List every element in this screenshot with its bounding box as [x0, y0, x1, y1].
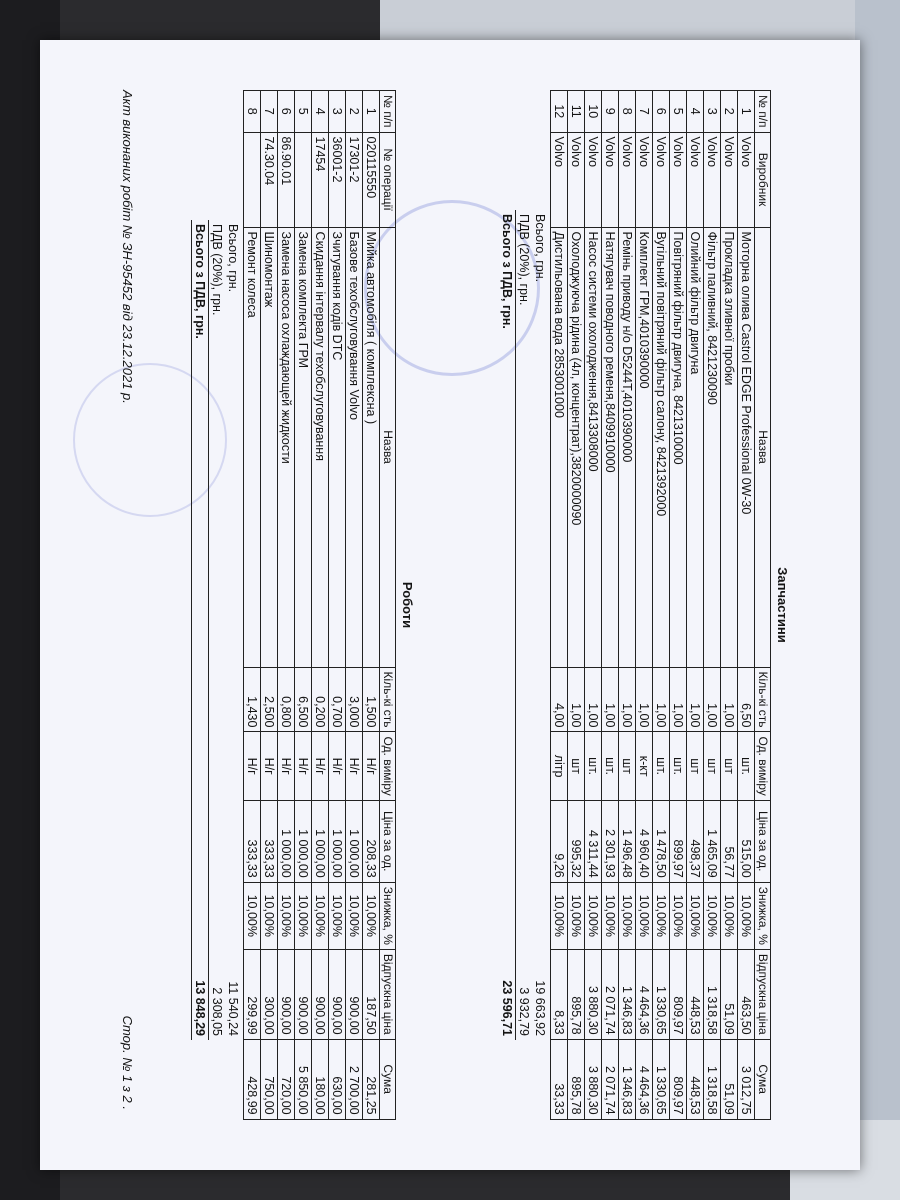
- works-table: [243, 90, 396, 1120]
- parts-cell: Volvo: [585, 132, 602, 227]
- works-cell: 720,00: [278, 1039, 295, 1119]
- parts-cell: Вугільний повітряний фільтр салону, 8421392000: [653, 227, 670, 667]
- parts-cell: шт.: [738, 732, 755, 800]
- works-cell: 10,00%: [346, 882, 363, 949]
- parts-cell: Volvo: [619, 132, 636, 227]
- works-header-cell: № операції: [380, 132, 396, 227]
- works-cell: 4: [312, 91, 329, 133]
- works-header-cell: Назва: [380, 227, 396, 667]
- parts-cell: Олийний фільтр двигуна: [687, 227, 704, 667]
- works-cell: Н/г: [346, 732, 363, 800]
- parts-header-cell: Сума: [755, 1039, 771, 1119]
- works-cell: Н/г: [312, 732, 329, 800]
- works-cell: Базове техобслуговування Volvo: [346, 227, 363, 667]
- parts-total-value: 19 663,92: [533, 980, 547, 1036]
- parts-cell: 1,00: [704, 667, 721, 732]
- parts-row: [653, 91, 670, 1120]
- works-cell: 900,00: [312, 949, 329, 1039]
- works-cell: Мийка автомобіля ( комплексна ): [363, 227, 380, 667]
- parts-totals: [499, 210, 548, 1040]
- works-cell: 17301-2: [346, 132, 363, 227]
- works-vat-value: 2 308,05: [209, 760, 226, 1040]
- works-header-cell: Кіль-кі сть: [380, 667, 396, 732]
- works-section-title: Роботи: [400, 581, 415, 629]
- parts-cell: Повітряний фільтр двигуна, 8421310000: [670, 227, 687, 667]
- works-cell: 5: [295, 91, 312, 133]
- parts-cell: 895,78: [568, 949, 585, 1039]
- parts-cell: 8: [619, 91, 636, 133]
- parts-cell: шт: [704, 732, 721, 800]
- parts-cell: 809,97: [670, 949, 687, 1039]
- parts-cell: 10,00%: [704, 882, 721, 949]
- parts-cell: 4 464,36: [636, 1039, 653, 1119]
- parts-row: [585, 91, 602, 1120]
- parts-vat-label: ПДВ (20%), грн.: [516, 210, 533, 757]
- works-row: [329, 91, 346, 1120]
- works-cell: 0,800: [278, 667, 295, 732]
- parts-cell: шт.: [585, 732, 602, 800]
- works-cell: 17454: [312, 132, 329, 227]
- works-cell: 10,00%: [295, 882, 312, 949]
- works-cell: 208,33: [363, 800, 380, 882]
- parts-cell: 3 880,30: [585, 1039, 602, 1119]
- works-cell: Н/г: [261, 732, 278, 800]
- works-cell: Н/г: [363, 732, 380, 800]
- works-cell: 36001-2: [329, 132, 346, 227]
- works-cell: 10,00%: [261, 882, 278, 949]
- works-cell: 900,00: [295, 949, 312, 1039]
- parts-cell: шт.: [653, 732, 670, 800]
- works-grand-value: 13 848,29: [192, 760, 209, 1040]
- parts-row: [636, 91, 653, 1120]
- parts-cell: 498,37: [687, 800, 704, 882]
- parts-cell: Volvo: [687, 132, 704, 227]
- parts-cell: 1 330,65: [653, 949, 670, 1039]
- parts-row: [704, 91, 721, 1120]
- parts-cell: 515,00: [738, 800, 755, 882]
- parts-cell: 3 012,75: [738, 1039, 755, 1119]
- parts-cell: 1,00: [653, 667, 670, 732]
- works-row: [261, 91, 278, 1120]
- parts-cell: 4,00: [551, 667, 568, 732]
- works-cell: 900,00: [346, 949, 363, 1039]
- works-cell: 10,00%: [278, 882, 295, 949]
- works-cell: 750,00: [261, 1039, 278, 1119]
- works-cell: [244, 132, 261, 227]
- works-header-row: [380, 91, 396, 1120]
- works-row: [278, 91, 295, 1120]
- works-cell: 10,00%: [244, 882, 261, 949]
- works-cell: [295, 132, 312, 227]
- parts-row: [602, 91, 619, 1120]
- works-cell: 3: [329, 91, 346, 133]
- parts-header-cell: Відпускна ціна: [755, 949, 771, 1039]
- parts-cell: Ремінь приводу н/о D5244T,4010390000: [619, 227, 636, 667]
- parts-cell: 4 464,36: [636, 949, 653, 1039]
- parts-cell: 11: [568, 91, 585, 133]
- works-header-cell: Ціна за од.: [380, 800, 396, 882]
- parts-table: [550, 90, 771, 1120]
- parts-cell: Volvo: [721, 132, 738, 227]
- works-grand-label: Всього з ПДВ, грн.: [192, 220, 209, 760]
- works-cell: 86.90.01: [278, 132, 295, 227]
- works-cell: 1: [363, 91, 380, 133]
- parts-vat-value: 3 932,79: [516, 757, 533, 1040]
- parts-cell: Volvo: [602, 132, 619, 227]
- works-cell: 428,99: [244, 1039, 261, 1119]
- parts-cell: 463,50: [738, 949, 755, 1039]
- parts-cell: шт: [568, 732, 585, 800]
- works-cell: 333,33: [244, 800, 261, 882]
- works-header-cell: Відпускна ціна: [380, 949, 396, 1039]
- parts-header-cell: Виробник: [755, 132, 771, 227]
- parts-cell: 10,00%: [653, 882, 670, 949]
- act-reference: Акт виконаних робіт № ЗН-95452 від 23.12.2021 р.: [120, 90, 135, 404]
- works-cell: Замена комплекта ГРМ: [295, 227, 312, 667]
- parts-cell: шт: [687, 732, 704, 800]
- parts-cell: 2 301,93: [602, 800, 619, 882]
- parts-cell: 10,00%: [670, 882, 687, 949]
- works-cell: 1,430: [244, 667, 261, 732]
- parts-cell: 9: [602, 91, 619, 133]
- parts-cell: 10,00%: [721, 882, 738, 949]
- parts-cell: 2 071,74: [602, 1039, 619, 1119]
- parts-cell: 51,09: [721, 1039, 738, 1119]
- works-cell: 900,00: [329, 949, 346, 1039]
- parts-cell: 448,53: [687, 949, 704, 1039]
- works-cell: 281,25: [363, 1039, 380, 1119]
- parts-grand-value: 23 596,71: [500, 980, 514, 1036]
- parts-row: [670, 91, 687, 1120]
- works-cell: Замена насоса охлаждающей жидкости: [278, 227, 295, 667]
- works-total-value: 11 540,24: [226, 981, 240, 1036]
- parts-cell: Натягувач поводного ременя,8409910000: [602, 227, 619, 667]
- parts-cell: літр: [551, 732, 568, 800]
- works-cell: 2: [346, 91, 363, 133]
- works-cell: 0,700: [329, 667, 346, 732]
- parts-header-cell: Ціна за од.: [755, 800, 771, 882]
- parts-cell: 10,00%: [585, 882, 602, 949]
- rotated-content: [80, 50, 840, 1160]
- parts-cell: 1,00: [568, 667, 585, 732]
- works-cell: 74.30.04: [261, 132, 278, 227]
- background-right-sheet: [855, 0, 900, 1200]
- parts-cell: 1,00: [602, 667, 619, 732]
- works-cell: 5 850,00: [295, 1039, 312, 1119]
- parts-cell: шт: [721, 732, 738, 800]
- works-cell: 7: [261, 91, 278, 133]
- parts-cell: Volvo: [636, 132, 653, 227]
- parts-cell: Volvo: [670, 132, 687, 227]
- parts-row: [687, 91, 704, 1120]
- works-row: [312, 91, 329, 1120]
- parts-cell: 1 318,58: [704, 1039, 721, 1119]
- works-cell: 6,500: [295, 667, 312, 732]
- works-cell: Н/г: [244, 732, 261, 800]
- works-totals: [191, 220, 241, 1040]
- works-cell: 8: [244, 91, 261, 133]
- works-cell: 10,00%: [312, 882, 329, 949]
- works-cell: 10,00%: [363, 882, 380, 949]
- works-header-cell: № п/п: [380, 91, 396, 133]
- works-row: [295, 91, 312, 1120]
- parts-cell: 809,97: [670, 1039, 687, 1119]
- works-cell: Ремонт колеса: [244, 227, 261, 667]
- page-number: Стор. № 1 з 2 .: [120, 1015, 135, 1110]
- works-total-label: Всього, грн.: [226, 224, 240, 293]
- parts-cell: Комплект ГРМ,4010390000: [636, 227, 653, 667]
- works-cell: 2 700,00: [346, 1039, 363, 1119]
- parts-cell: Volvo: [738, 132, 755, 227]
- parts-header-row: [755, 91, 771, 1120]
- parts-cell: 10,00%: [738, 882, 755, 949]
- parts-cell: 1 346,83: [619, 949, 636, 1039]
- parts-cell: 56,77: [721, 800, 738, 882]
- parts-cell: 3: [704, 91, 721, 133]
- parts-header-cell: № п/п: [755, 91, 771, 133]
- parts-header-cell: Кіль-кі сть: [755, 667, 771, 732]
- works-row: [363, 91, 380, 1120]
- works-cell: Зчитування кодів DTC: [329, 227, 346, 667]
- works-cell: Н/г: [329, 732, 346, 800]
- parts-cell: 9,26: [551, 800, 568, 882]
- works-cell: 1 000,00: [346, 800, 363, 882]
- parts-cell: 1,00: [687, 667, 704, 732]
- works-cell: Скидання інтервалу техобслуговування: [312, 227, 329, 667]
- parts-cell: 1 330,65: [653, 1039, 670, 1119]
- parts-cell: 3 880,30: [585, 949, 602, 1039]
- parts-row: [619, 91, 636, 1120]
- parts-row: [738, 91, 755, 1120]
- works-cell: 0,200: [312, 667, 329, 732]
- parts-cell: 4 960,40: [636, 800, 653, 882]
- parts-cell: шт.: [602, 732, 619, 800]
- parts-cell: 1: [738, 91, 755, 133]
- parts-cell: 5: [670, 91, 687, 133]
- parts-cell: 10,00%: [568, 882, 585, 949]
- parts-cell: Дистильована вода 2853001000: [551, 227, 568, 667]
- works-row: [244, 91, 261, 1120]
- works-header-cell: Знижка, %: [380, 882, 396, 949]
- parts-cell: 895,78: [568, 1039, 585, 1119]
- works-cell: 10,00%: [329, 882, 346, 949]
- works-cell: Н/г: [278, 732, 295, 800]
- parts-cell: 10,00%: [619, 882, 636, 949]
- parts-cell: шт.: [670, 732, 687, 800]
- works-row: [346, 91, 363, 1120]
- parts-cell: 2 071,74: [602, 949, 619, 1039]
- parts-cell: 10,00%: [636, 882, 653, 949]
- parts-cell: 1,00: [670, 667, 687, 732]
- parts-cell: 7: [636, 91, 653, 133]
- parts-cell: Моторна олива Castrol EDGE Professional 0W-30: [738, 227, 755, 667]
- parts-header-cell: Назва: [755, 227, 771, 667]
- parts-cell: 2: [721, 91, 738, 133]
- parts-cell: 10,00%: [687, 882, 704, 949]
- parts-row: [721, 91, 738, 1120]
- parts-header-cell: Знижка, %: [755, 882, 771, 949]
- parts-cell: 4 311,44: [585, 800, 602, 882]
- parts-grand-label: Всього з ПДВ, грн.: [500, 214, 514, 329]
- parts-cell: 1,00: [619, 667, 636, 732]
- works-cell: 900,00: [278, 949, 295, 1039]
- works-cell: 2,500: [261, 667, 278, 732]
- parts-cell: Volvo: [551, 132, 568, 227]
- parts-cell: 6: [653, 91, 670, 133]
- parts-cell: 1 478,50: [653, 800, 670, 882]
- parts-cell: 1,00: [636, 667, 653, 732]
- parts-cell: Насос системи охолодження,8413308000: [585, 227, 602, 667]
- parts-cell: шт: [619, 732, 636, 800]
- works-cell: 020115550: [363, 132, 380, 227]
- works-cell: 1 000,00: [295, 800, 312, 882]
- works-cell: 1,500: [363, 667, 380, 732]
- document-page: [40, 40, 860, 1170]
- works-cell: 3,000: [346, 667, 363, 732]
- parts-cell: 1 346,83: [619, 1039, 636, 1119]
- parts-cell: 995,32: [568, 800, 585, 882]
- parts-section-title: Запчастини: [775, 567, 790, 643]
- parts-header-cell: Од. виміру: [755, 732, 771, 800]
- parts-cell: Охолоджуюча рідина (4л, концентрат),3820000090: [568, 227, 585, 667]
- parts-cell: 1 318,58: [704, 949, 721, 1039]
- parts-cell: 1,00: [721, 667, 738, 732]
- works-cell: 300,00: [261, 949, 278, 1039]
- works-cell: 187,50: [363, 949, 380, 1039]
- parts-cell: 12: [551, 91, 568, 133]
- works-cell: 1 000,00: [329, 800, 346, 882]
- parts-cell: 1 465,09: [704, 800, 721, 882]
- parts-row: [568, 91, 585, 1120]
- parts-cell: Volvo: [704, 132, 721, 227]
- works-cell: 299,99: [244, 949, 261, 1039]
- works-cell: Н/г: [295, 732, 312, 800]
- parts-cell: 33,33: [551, 1039, 568, 1119]
- parts-cell: 899,97: [670, 800, 687, 882]
- works-header-cell: Од. виміру: [380, 732, 396, 800]
- works-cell: 333,33: [261, 800, 278, 882]
- parts-cell: Прокладка зливної пробки: [721, 227, 738, 667]
- works-cell: 180,00: [312, 1039, 329, 1119]
- works-cell: 1 000,00: [278, 800, 295, 882]
- parts-cell: 1,00: [585, 667, 602, 732]
- parts-cell: 8,33: [551, 949, 568, 1039]
- works-header-cell: Сума: [380, 1039, 396, 1119]
- parts-cell: Фільтр паливний, 8421230090: [704, 227, 721, 667]
- parts-cell: к-кт: [636, 732, 653, 800]
- parts-cell: 6,50: [738, 667, 755, 732]
- document-body: [80, 50, 840, 1160]
- parts-total-label: Всього, грн.: [533, 214, 547, 283]
- parts-cell: 10,00%: [602, 882, 619, 949]
- works-cell: 6: [278, 91, 295, 133]
- works-cell: Шиномонтаж: [261, 227, 278, 667]
- parts-cell: 10: [585, 91, 602, 133]
- parts-cell: 4: [687, 91, 704, 133]
- parts-cell: Volvo: [568, 132, 585, 227]
- parts-cell: 448,53: [687, 1039, 704, 1119]
- works-vat-label: ПДВ (20%), грн.: [209, 220, 226, 760]
- works-cell: 1 000,00: [312, 800, 329, 882]
- parts-cell: 10,00%: [551, 882, 568, 949]
- works-cell: 630,00: [329, 1039, 346, 1119]
- parts-row: [551, 91, 568, 1120]
- parts-cell: Volvo: [653, 132, 670, 227]
- parts-cell: 51,09: [721, 949, 738, 1039]
- parts-cell: 1 496,48: [619, 800, 636, 882]
